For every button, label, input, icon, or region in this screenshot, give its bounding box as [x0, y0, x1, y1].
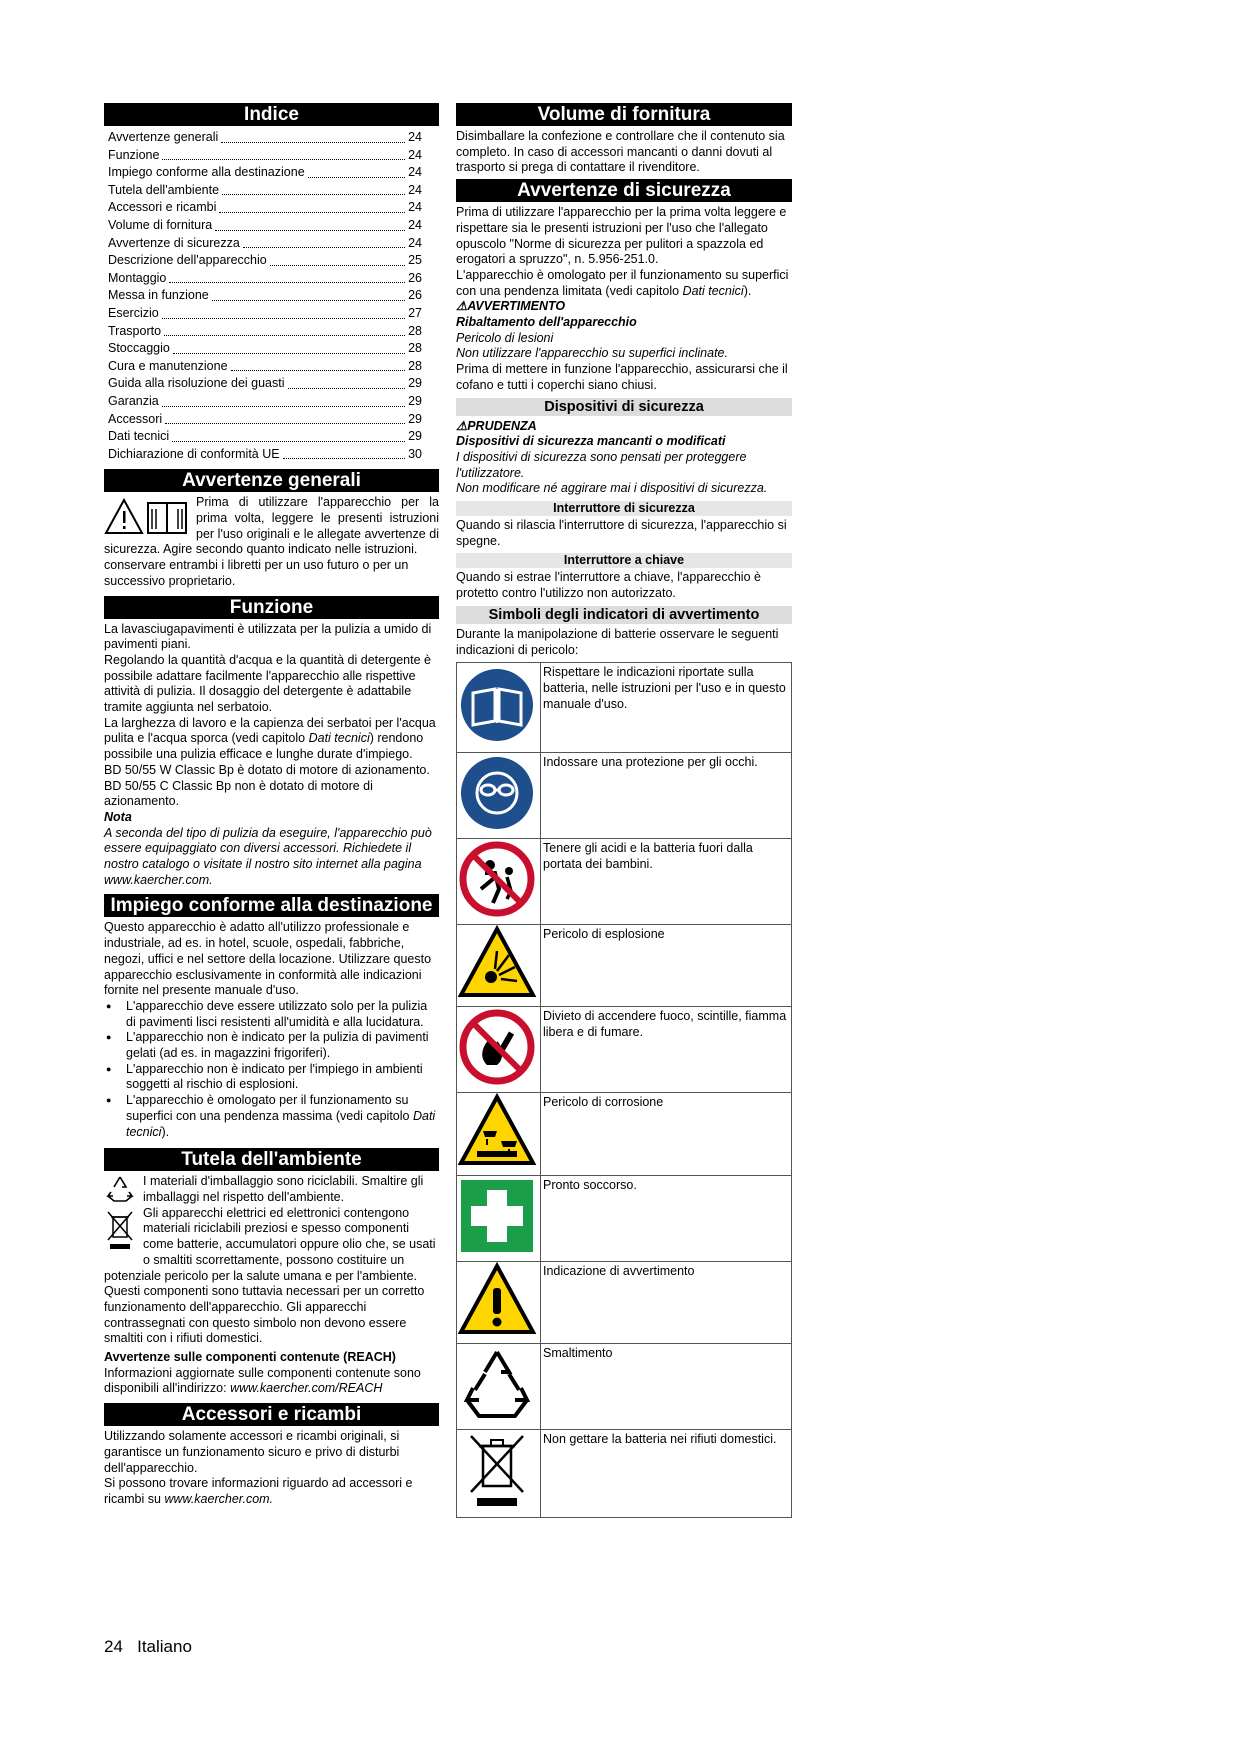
crossed-bin-small-icon: [104, 1209, 136, 1251]
toc-entry-page: 24: [408, 200, 422, 215]
warning-title: Ribaltamento dell'apparecchio: [456, 315, 637, 330]
toc-leader: [308, 164, 405, 178]
caution-line-1: I dispositivi di sicurezza sono pensati per proteggere l'utilizzatore.: [456, 449, 747, 480]
toc-entry[interactable]: [104, 252, 439, 270]
crossed-bin-icon: [457, 1430, 537, 1512]
page-language: Italiano: [137, 1637, 192, 1656]
general-warning-icon: [457, 1262, 537, 1338]
general-p2: conservare entrambi i libretti per un uso futuro o per un successivo proprietario.: [104, 558, 409, 588]
toc-entry-page: 24: [408, 217, 422, 232]
toc-entry-title: Accessori e ricambi: [108, 200, 217, 215]
symbols-table: [456, 662, 792, 1518]
toc-leader: [162, 393, 405, 407]
toc-entry-title: Dichiarazione di conformità UE: [108, 446, 280, 461]
toc-entry-page: 28: [408, 323, 422, 338]
symbol-text: Divieto di accendere fuoco, scintille, fiamma libera e di fumare.: [541, 1007, 792, 1093]
corrosion-hazard-icon: [457, 1093, 537, 1169]
accessories-p1: Utilizzando solamente accessori e ricambi originali, si garantisce un funzionamento sicuro e privo di disturbi dell'apparecchio.: [104, 1429, 400, 1475]
symbol-text: Indicazione di avvertimento: [541, 1262, 792, 1344]
toc-entry[interactable]: [104, 411, 439, 429]
warning-line-3: Prima di mettere in funzione l'apparecchio, assicurarsi che il cofano e tutti i coperchi siano chiusi.: [456, 362, 788, 392]
toc-entry-page: 24: [408, 235, 422, 250]
caution-title: Dispositivi di sicurezza mancanti o modificati: [456, 434, 726, 449]
toc-entry-page: 24: [408, 147, 422, 162]
toc-entry[interactable]: [104, 323, 439, 341]
environment-p2: Gli apparecchi elettrici ed elettronici contengono materiali riciclabili preziosi e spesso componenti come batterie, accumulatori oppure olio che, se usati o smaltiti scorrettamente, possono costituire un potenziale pericolo per la salute umana e per l'ambiente. Questi componenti sono tuttavia necessari per un corretto funzionamento dell'apparecchio. Gli apparecchi contrassegnati con questo simbolo non devono essere smaltiti con i rifiuti domestici.: [104, 1205, 436, 1346]
function-heading: Funzione: [104, 596, 439, 619]
toc-leader: [288, 375, 406, 389]
symbols-intro: Durante la manipolazione di batterie osservare le seguenti indicazioni di pericolo:: [456, 626, 779, 657]
function-p5: BD 50/55 C Classic Bp non è dotato di motore di azionamento.: [104, 778, 373, 809]
toc-entry-page: 30: [408, 446, 422, 461]
right-column: [456, 103, 792, 1518]
toc-entry-title: Messa in funzione: [108, 288, 209, 303]
toc-entry-page: 27: [408, 305, 422, 320]
toc-entry-title: Dati tecnici: [108, 429, 170, 444]
toc-leader: [243, 235, 405, 249]
toc-leader: [270, 252, 405, 266]
reach-text: Informazioni aggiornate sulle componenti contenute sono disponibili all'indirizzo: www.kaercher.com/REACH: [104, 1365, 421, 1396]
toc-entry-page: 24: [408, 130, 422, 144]
table-row: [457, 1176, 792, 1262]
general-notes-heading: Avvertenze generali: [104, 469, 439, 492]
symbol-text: Rispettare le indicazioni riportate sulla batteria, nelle istruzioni per l'uso e in questo manuale d'uso.: [541, 663, 792, 753]
toc-entry-page: 25: [408, 253, 422, 268]
warning-manual-icons: [104, 497, 190, 542]
recycling-small-icon: [104, 1174, 136, 1204]
environment-heading: Tutela dell'ambiente: [104, 1148, 439, 1171]
toc-leader: [169, 270, 405, 284]
safety-heading: Avvertenze di sicurezza: [456, 179, 792, 202]
list-item: ● L'apparecchio deve essere utilizzato solo per la pulizia di pavimenti lisci resistenti all'umidità e alla lucidatura.: [126, 999, 439, 1030]
accessories-heading: Accessori e ricambi: [104, 1403, 439, 1426]
symbol-text: Tenere gli acidi e la batteria fuori dalla portata dei bambini.: [541, 839, 792, 925]
toc-entry-page: 29: [408, 411, 422, 426]
table-row: [457, 1344, 792, 1430]
warning-line-1: Pericolo di lesioni: [456, 330, 554, 345]
toc-entry[interactable]: [104, 164, 439, 182]
reach-title: Avvertenze sulle componenti contenute (REACH): [104, 1350, 396, 1365]
key-switch-heading: Interruttore a chiave: [456, 553, 792, 568]
scope-heading: Volume di fornitura: [456, 103, 792, 126]
toc-leader: [215, 217, 405, 231]
table-row: [457, 1262, 792, 1344]
list-item: ● L'apparecchio non è indicato per la pulizia di pavimenti gelati (ad es. in magazzini frigoriferi).: [126, 1030, 439, 1061]
table-of-contents: [104, 129, 439, 463]
toc-leader: [165, 411, 405, 425]
symbol-text: Non gettare la batteria nei rifiuti domestici.: [541, 1430, 792, 1518]
no-fire-smoking-icon: [457, 1007, 537, 1087]
page-footer: [104, 1637, 192, 1657]
toc-entry[interactable]: [104, 147, 439, 165]
eye-protection-icon: [457, 753, 537, 833]
toc-entry-page: 29: [408, 429, 422, 444]
intended-use-p1: Questo apparecchio è adatto all'utilizzo professionale e industriale, ad es. in hotel, scuole, ospedali, fabbriche, negozi, uffici e nel settore della locazione. Utilizzare questo apparecchio esclusivamente in conformità alle indicazioni fornite nel presente manuale d'uso.: [104, 920, 432, 998]
scope-p1: Disimballare la confezione e controllare che il contenuto sia completo. In caso di accessori mancanti o danni dovuti al trasporto si prega di contattare il rivenditore.: [456, 129, 785, 175]
toc-leader: [212, 287, 405, 301]
function-p3: La larghezza di lavoro e la capienza dei serbatoi per l'acqua pulita e l'acqua sporca (vedi capitolo Dati tecnici) rendono possibile una pulizia efficace e lunghe durate d'impiego.: [104, 715, 436, 762]
toc-entry[interactable]: [104, 182, 439, 200]
manual-book-icon: [457, 663, 537, 747]
toc-leader: [172, 428, 405, 442]
toc-entry-title: Funzione: [108, 147, 160, 162]
intended-use-heading: Impiego conforme alla destinazione: [104, 894, 439, 917]
function-p4: BD 50/55 W Classic Bp è dotato di motore di azionamento.: [104, 762, 430, 777]
toc-entry-page: 29: [408, 393, 422, 408]
table-row: [457, 1007, 792, 1093]
toc-entry[interactable]: [104, 375, 439, 393]
symbol-text: Pronto soccorso.: [541, 1176, 792, 1262]
toc-entry-title: Descrizione dell'apparecchio: [108, 253, 267, 268]
recycling-icon: [457, 1344, 537, 1424]
symbol-text: Smaltimento: [541, 1344, 792, 1430]
safety-p2: L'apparecchio è omologato per il funzionamento su superfici con una pendenza limitata (vedi capitolo Dati tecnici).: [456, 267, 789, 298]
toc-entry-title: Avvertenze generali: [108, 130, 219, 144]
list-item: ● L'apparecchio non è indicato per l'impiego in ambienti soggetti al rischio di esplosioni.: [126, 1062, 439, 1093]
toc-entry-title: Garanzia: [108, 393, 159, 408]
intended-use-list: [104, 999, 439, 1140]
safety-p1: Prima di utilizzare l'apparecchio per la prima volta leggere e rispettare sia le presenti istruzioni per l'uso che l'allegato opuscolo "Norme di sicurezza per pulitori a spazzola ed erogatori a spruzzo", n. 5.956-251.0.: [456, 205, 787, 267]
left-column: [104, 103, 439, 1508]
toc-entry[interactable]: [104, 305, 439, 323]
toc-entry-page: 28: [408, 358, 422, 373]
safety-switch-heading: Interruttore di sicurezza: [456, 501, 792, 516]
table-row: [457, 925, 792, 1007]
warning-label: ⚠AVVERTIMENTO: [456, 299, 566, 314]
toc-entry[interactable]: [104, 199, 439, 217]
function-p1: La lavasciugapavimenti è utilizzata per la pulizia a umido di pavimenti piani.: [104, 621, 432, 652]
toc-entry-page: 29: [408, 376, 422, 391]
toc-entry[interactable]: [104, 393, 439, 411]
toc-entry-title: Avvertenze di sicurezza: [108, 235, 240, 250]
toc-leader: [162, 147, 405, 161]
keep-children-away-icon: [457, 839, 537, 919]
toc-entry-title: Impiego conforme alla destinazione: [108, 165, 305, 180]
caution-line-2: Non modificare né aggirare mai i dispositivi di sicurezza.: [456, 481, 768, 496]
first-aid-icon: [457, 1176, 537, 1256]
toc-entry[interactable]: [104, 358, 439, 376]
devices-heading: Dispositivi di sicurezza: [456, 398, 792, 416]
toc-entry-page: 26: [408, 270, 422, 285]
symbol-text: Pericolo di esplosione: [541, 925, 792, 1007]
toc-entry[interactable]: [104, 287, 439, 305]
environment-icons: [104, 1174, 140, 1256]
toc-entry[interactable]: [104, 340, 439, 358]
warning-line-2: Non utilizzare l'apparecchio su superfici inclinate.: [456, 346, 728, 361]
toc-entry[interactable]: [104, 217, 439, 235]
toc-leader: [221, 129, 405, 143]
note-text: A seconda del tipo di pulizia da eseguire, l'apparecchio può essere equipaggiato con diversi accessori. Richiedete il nostro catalogo o visitate il nostro sito internet alla pagina www.kaercher.com.: [104, 825, 432, 887]
toc-entry-title: Accessori: [108, 411, 163, 426]
symbol-text: Pericolo di corrosione: [541, 1093, 792, 1176]
general-p1: Prima di utilizzare l'apparecchio per la prima volta, leggere le presenti istruzioni per l'uso originali e le allegate avvertenze di sicurezza. Agire secondo quanto indicato nelle istruzioni.: [104, 495, 439, 557]
toc-entry-title: Volume di fornitura: [108, 217, 213, 232]
index-heading: Indice: [104, 103, 439, 126]
toc-entry-title: Tutela dell'ambiente: [108, 182, 220, 197]
toc-leader: [219, 199, 405, 213]
toc-entry-page: 28: [408, 341, 422, 356]
toc-leader: [173, 340, 405, 354]
list-item: ● L'apparecchio è omologato per il funzionamento su superfici con una pendenza massima (vedi capitolo Dati tecnici).: [126, 1093, 439, 1140]
toc-entry-title: Esercizio: [108, 305, 159, 320]
table-row: [457, 753, 792, 839]
toc-leader: [231, 358, 406, 372]
key-switch-text: Quando si estrae l'interruttore a chiave, l'apparecchio è protetto contro l'utilizzo non autorizzato.: [456, 570, 761, 601]
table-row: [457, 839, 792, 925]
environment-p1: I materiali d'imballaggio sono riciclabili. Smaltire gli imballaggi nel rispetto dell'ambiente.: [143, 1174, 424, 1204]
symbol-text: Indossare una protezione per gli occhi.: [541, 753, 792, 839]
toc-entry-title: Trasporto: [108, 323, 162, 338]
toc-entry[interactable]: [104, 428, 439, 446]
table-row: [457, 1430, 792, 1518]
toc-entry-title: Stoccaggio: [108, 341, 170, 356]
page-number: 24: [104, 1637, 123, 1656]
toc-leader: [222, 182, 405, 196]
toc-entry-title: Guida alla risoluzione dei guasti: [108, 376, 285, 391]
safety-switch-text: Quando si rilascia l'interruttore di sicurezza, l'apparecchio si spegne.: [456, 518, 787, 548]
toc-entry[interactable]: [104, 446, 439, 464]
toc-entry-page: 24: [408, 165, 422, 180]
toc-entry-page: 26: [408, 288, 422, 303]
toc-leader: [162, 305, 405, 319]
toc-entry[interactable]: [104, 129, 439, 147]
function-p2: Regolando la quantità d'acqua e la quantità di detergente è possibile adattare facilmente l'apparecchio alle rispettive attività di pulizia. Il dosaggio del detergente è adattabile tramite aggiunta nel serbatoio.: [104, 652, 431, 715]
toc-leader: [164, 323, 405, 337]
toc-entry-title: Cura e manutenzione: [108, 358, 228, 373]
toc-entry-title: Montaggio: [108, 270, 167, 285]
table-row: [457, 1093, 792, 1176]
table-row: [457, 663, 792, 753]
caution-label: ⚠PRUDENZA: [456, 418, 537, 433]
explosion-hazard-icon: [457, 925, 537, 1001]
accessories-p2: Si possono trovare informazioni riguardo ad accessori e ricambi su www.kaercher.com.: [104, 1476, 413, 1506]
symbols-heading: Simboli degli indicatori di avvertimento: [456, 606, 792, 624]
toc-leader: [283, 446, 405, 460]
note-label: Nota: [104, 809, 132, 824]
toc-entry[interactable]: [104, 235, 439, 253]
toc-entry[interactable]: [104, 270, 439, 288]
toc-entry-page: 24: [408, 182, 422, 197]
